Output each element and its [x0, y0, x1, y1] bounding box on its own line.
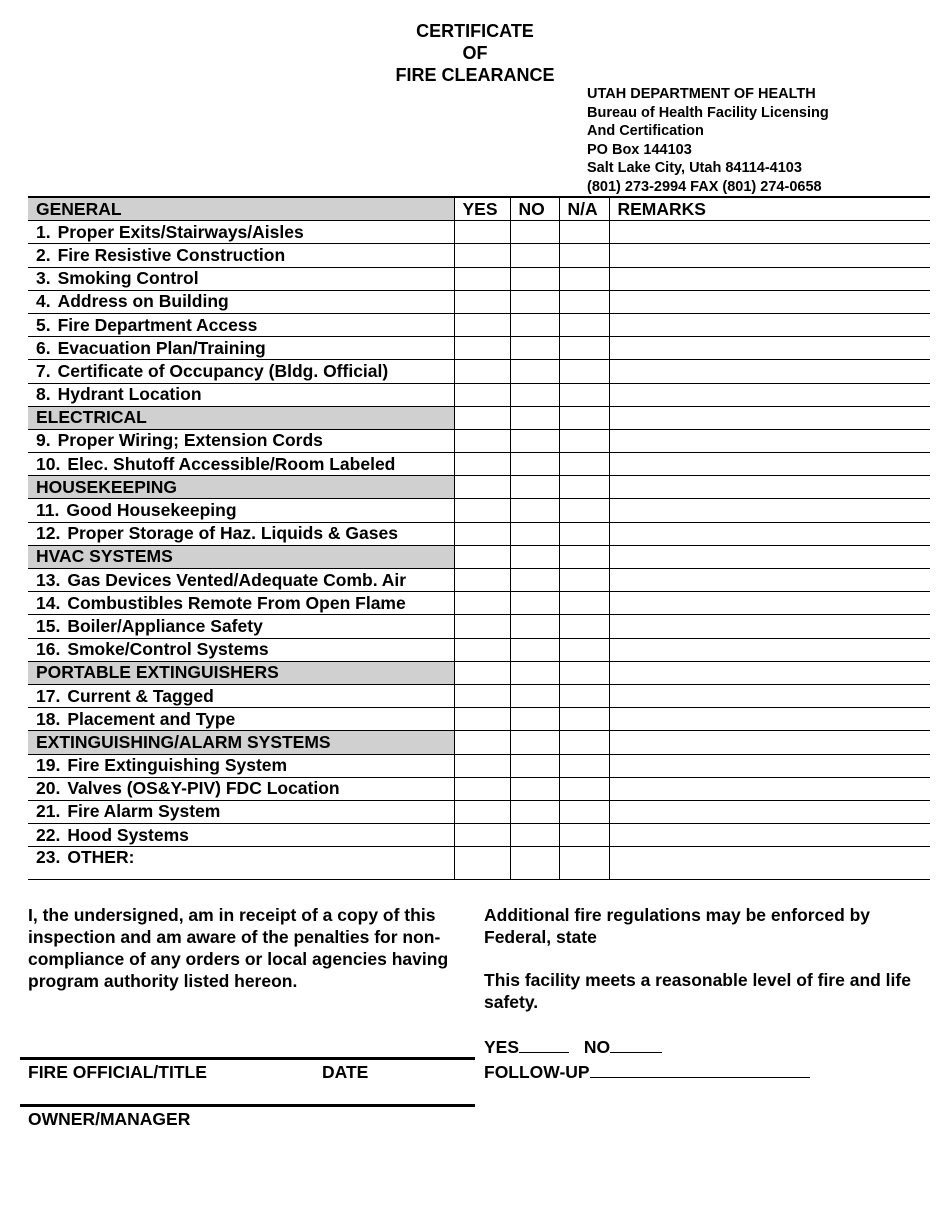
- yes-cell: [454, 476, 510, 499]
- no-cell[interactable]: [510, 847, 559, 880]
- yes-cell: [454, 661, 510, 684]
- item-text: Current & Tagged: [67, 685, 214, 706]
- item-label: [28, 221, 454, 244]
- na-cell: [559, 661, 609, 684]
- fire-official-signature-line[interactable]: [20, 1057, 475, 1060]
- checklist-row: [28, 383, 930, 406]
- no-cell[interactable]: [510, 244, 559, 267]
- na-cell[interactable]: [559, 383, 609, 406]
- item-number: 21.: [36, 801, 61, 822]
- yes-cell[interactable]: [454, 383, 510, 406]
- item-text: Fire Resistive Construction: [57, 244, 286, 265]
- section-row: [28, 406, 930, 429]
- yes-label: YES: [484, 1037, 520, 1057]
- yes-cell[interactable]: [454, 522, 510, 545]
- remarks-cell[interactable]: [609, 777, 930, 800]
- remarks-cell: [609, 545, 930, 568]
- checklist-row: [28, 754, 930, 777]
- yes-cell[interactable]: [454, 267, 510, 290]
- meets-yes-no: [484, 1036, 662, 1058]
- yes-cell[interactable]: [454, 244, 510, 267]
- item-text: Hydrant Location: [57, 384, 202, 405]
- na-cell[interactable]: [559, 337, 609, 360]
- remarks-cell[interactable]: [609, 360, 930, 383]
- no-cell[interactable]: [510, 290, 559, 313]
- item-text: Gas Devices Vented/Adequate Comb. Air: [67, 569, 407, 590]
- agency-pobox: PO Box 144103: [587, 141, 692, 158]
- checklist-row: [28, 522, 930, 545]
- item-label: [28, 824, 454, 847]
- no-cell[interactable]: [510, 522, 559, 545]
- item-number: 23.: [36, 847, 61, 868]
- item-text: Certificate of Occupancy (Bldg. Official): [57, 360, 389, 381]
- item-text: Proper Wiring; Extension Cords: [57, 430, 323, 451]
- na-cell[interactable]: [559, 360, 609, 383]
- no-cell[interactable]: [510, 499, 559, 522]
- checklist-row: [28, 708, 930, 731]
- section-row: [28, 661, 930, 684]
- remarks-cell[interactable]: [609, 313, 930, 336]
- item-label: [28, 777, 454, 800]
- yes-cell[interactable]: [454, 453, 510, 476]
- item-number: 10.: [36, 453, 61, 474]
- agency-bureau: Bureau of Health Facility Licensing: [587, 104, 829, 121]
- checklist-row: [28, 800, 930, 823]
- item-text: Good Housekeeping: [66, 500, 237, 521]
- checklist-row: [28, 777, 930, 800]
- item-text: Address on Building: [57, 291, 229, 312]
- item-label: [28, 615, 454, 638]
- no-cell[interactable]: [510, 824, 559, 847]
- na-cell[interactable]: [559, 824, 609, 847]
- item-label: [28, 638, 454, 661]
- na-cell[interactable]: [559, 267, 609, 290]
- item-number: 8.: [36, 384, 51, 405]
- no-cell[interactable]: [510, 429, 559, 452]
- na-cell[interactable]: [559, 453, 609, 476]
- no-cell[interactable]: [510, 267, 559, 290]
- item-label: [28, 383, 454, 406]
- item-label: [28, 313, 454, 336]
- item-label: [28, 684, 454, 707]
- no-cell[interactable]: [510, 754, 559, 777]
- column-header-na: N/A: [559, 197, 609, 221]
- na-cell[interactable]: [559, 684, 609, 707]
- section-heading: PORTABLE EXTINGUISHERS: [28, 661, 454, 684]
- title-line-2: OF: [462, 43, 488, 63]
- item-label: [28, 499, 454, 522]
- item-text: Proper Storage of Haz. Liquids & Gases: [67, 523, 398, 544]
- section-row: [28, 545, 930, 568]
- section-row: [28, 476, 930, 499]
- item-text: Elec. Shutoff Accessible/Room Labeled: [67, 453, 396, 474]
- yes-blank[interactable]: [519, 1036, 569, 1053]
- item-label: [28, 847, 454, 880]
- remarks-cell[interactable]: [609, 824, 930, 847]
- no-cell: [510, 406, 559, 429]
- follow-up: [484, 1061, 810, 1083]
- yes-cell[interactable]: [454, 847, 510, 880]
- yes-cell[interactable]: [454, 592, 510, 615]
- item-text: OTHER:: [67, 847, 135, 868]
- item-label: [28, 453, 454, 476]
- no-cell[interactable]: [510, 592, 559, 615]
- item-number: 11.: [36, 500, 60, 521]
- item-number: 19.: [36, 755, 61, 776]
- yes-cell[interactable]: [454, 824, 510, 847]
- remarks-cell[interactable]: [609, 800, 930, 823]
- item-label: [28, 754, 454, 777]
- na-cell[interactable]: [559, 638, 609, 661]
- no-cell: [510, 476, 559, 499]
- item-text: Combustibles Remote From Open Flame: [67, 592, 406, 613]
- yes-cell[interactable]: [454, 777, 510, 800]
- yes-cell: [454, 545, 510, 568]
- item-text: Boiler/Appliance Safety: [67, 615, 263, 636]
- item-number: 16.: [36, 639, 61, 660]
- na-cell[interactable]: [559, 777, 609, 800]
- item-number: 3.: [36, 268, 51, 289]
- yes-cell[interactable]: [454, 313, 510, 336]
- yes-cell[interactable]: [454, 499, 510, 522]
- yes-cell[interactable]: [454, 754, 510, 777]
- remarks-cell[interactable]: [609, 429, 930, 452]
- item-text: Proper Exits/Stairways/Aisles: [57, 221, 304, 242]
- section-heading: HOUSEKEEPING: [28, 476, 454, 499]
- remarks-cell[interactable]: [609, 453, 930, 476]
- additional-regulations: Additional fire regulations may be enforced by Federal, state: [484, 905, 871, 947]
- no-cell[interactable]: [510, 383, 559, 406]
- checklist-row: [28, 313, 930, 336]
- na-cell[interactable]: [559, 244, 609, 267]
- checklist-header: [28, 197, 930, 221]
- no-cell[interactable]: [510, 360, 559, 383]
- item-number: 2.: [36, 244, 51, 265]
- checklist-row: [28, 615, 930, 638]
- item-label: [28, 429, 454, 452]
- no-cell: [510, 545, 559, 568]
- remarks-cell[interactable]: [609, 638, 930, 661]
- yes-cell[interactable]: [454, 569, 510, 592]
- na-cell[interactable]: [559, 615, 609, 638]
- na-cell[interactable]: [559, 800, 609, 823]
- agency-city: Salt Lake City, Utah 84114-4103: [587, 160, 802, 177]
- checklist-row: [28, 337, 930, 360]
- remarks-cell[interactable]: [609, 592, 930, 615]
- fire-official-label: FIRE OFFICIAL/TITLE: [28, 1062, 207, 1082]
- remarks-cell[interactable]: [609, 221, 930, 244]
- agency-address: [587, 85, 829, 197]
- checklist-row: [28, 824, 930, 847]
- item-number: 12.: [36, 523, 61, 544]
- yes-cell[interactable]: [454, 708, 510, 731]
- yes-cell[interactable]: [454, 290, 510, 313]
- checklist-row: [28, 290, 930, 313]
- section-heading: HVAC SYSTEMS: [28, 545, 454, 568]
- yes-cell[interactable]: [454, 684, 510, 707]
- item-text: Valves (OS&Y-PIV) FDC Location: [67, 778, 340, 799]
- yes-cell[interactable]: [454, 221, 510, 244]
- item-number: 15.: [36, 615, 61, 636]
- remarks-cell: [609, 476, 930, 499]
- item-text: Smoking Control: [57, 268, 199, 289]
- section-heading: EXTINGUISHING/ALARM SYSTEMS: [28, 731, 454, 754]
- remarks-cell[interactable]: [609, 337, 930, 360]
- no-cell[interactable]: [510, 684, 559, 707]
- remarks-cell[interactable]: [609, 569, 930, 592]
- checklist-row: [28, 244, 930, 267]
- checklist-row: [28, 429, 930, 452]
- title-line-1: CERTIFICATE: [416, 21, 534, 41]
- item-label: [28, 522, 454, 545]
- item-number: 1.: [36, 221, 51, 242]
- no-cell[interactable]: [510, 615, 559, 638]
- checklist-row: [28, 684, 930, 707]
- yes-cell[interactable]: [454, 615, 510, 638]
- item-number: 6.: [36, 337, 51, 358]
- no-cell[interactable]: [510, 777, 559, 800]
- item-label: [28, 800, 454, 823]
- item-label: [28, 360, 454, 383]
- form-title: [0, 20, 950, 86]
- item-label: [28, 592, 454, 615]
- na-cell[interactable]: [559, 290, 609, 313]
- na-cell[interactable]: [559, 522, 609, 545]
- section-heading: ELECTRICAL: [28, 406, 454, 429]
- meets-safety-statement: This facility meets a reasonable level of fire and life safety.: [484, 970, 911, 1012]
- receipt-statement: I, the undersigned, am in receipt of a copy of this inspection and am aware of the penalties for non-compliance of any orders or local agencies having program authority listed hereon.: [28, 905, 449, 991]
- agency-bureau-2: And Certification: [587, 123, 704, 140]
- remarks-cell[interactable]: [609, 847, 930, 880]
- na-cell[interactable]: [559, 221, 609, 244]
- item-number: 22.: [36, 824, 61, 845]
- checklist-row: [28, 592, 930, 615]
- item-label: [28, 708, 454, 731]
- no-cell: [510, 661, 559, 684]
- item-number: 18.: [36, 708, 61, 729]
- item-label: [28, 569, 454, 592]
- na-cell: [559, 476, 609, 499]
- checklist-row: [28, 267, 930, 290]
- remarks-cell[interactable]: [609, 244, 930, 267]
- no-cell[interactable]: [510, 569, 559, 592]
- na-cell: [559, 545, 609, 568]
- yes-cell[interactable]: [454, 638, 510, 661]
- remarks-cell[interactable]: [609, 684, 930, 707]
- inspection-checklist: [28, 196, 930, 880]
- remarks-cell[interactable]: [609, 267, 930, 290]
- item-text: Hood Systems: [67, 824, 189, 845]
- checklist-row: [28, 499, 930, 522]
- remarks-cell[interactable]: [609, 290, 930, 313]
- checklist-row: [28, 638, 930, 661]
- section-row: [28, 731, 930, 754]
- checklist-row: [28, 569, 930, 592]
- item-number: 4.: [36, 291, 51, 312]
- item-number: 7.: [36, 360, 51, 381]
- item-label: [28, 244, 454, 267]
- no-cell[interactable]: [510, 313, 559, 336]
- follow-up-label: FOLLOW-UP: [484, 1062, 590, 1082]
- item-number: 14.: [36, 592, 61, 613]
- remarks-cell[interactable]: [609, 754, 930, 777]
- no-cell[interactable]: [510, 453, 559, 476]
- remarks-cell[interactable]: [609, 499, 930, 522]
- title-line-3: FIRE CLEARANCE: [395, 65, 555, 85]
- yes-cell[interactable]: [454, 337, 510, 360]
- na-cell[interactable]: [559, 847, 609, 880]
- remarks-cell[interactable]: [609, 708, 930, 731]
- item-text: Smoke/Control Systems: [67, 639, 269, 660]
- remarks-cell[interactable]: [609, 383, 930, 406]
- column-header-no: NO: [510, 197, 559, 221]
- no-cell[interactable]: [510, 221, 559, 244]
- date-label: DATE: [322, 1062, 369, 1082]
- checklist-row: [28, 453, 930, 476]
- no-cell[interactable]: [510, 708, 559, 731]
- na-cell: [559, 731, 609, 754]
- item-text: Placement and Type: [67, 708, 236, 729]
- na-cell[interactable]: [559, 708, 609, 731]
- na-cell[interactable]: [559, 569, 609, 592]
- yes-cell[interactable]: [454, 800, 510, 823]
- no-cell[interactable]: [510, 800, 559, 823]
- no-blank[interactable]: [610, 1036, 662, 1053]
- checklist-row: [28, 221, 930, 244]
- remarks-cell[interactable]: [609, 615, 930, 638]
- na-cell[interactable]: [559, 592, 609, 615]
- owner-signature-line[interactable]: [20, 1104, 475, 1107]
- item-label: [28, 267, 454, 290]
- item-text: Fire Extinguishing System: [67, 755, 288, 776]
- column-header-yes: YES: [454, 197, 510, 221]
- checklist-row: [28, 847, 930, 880]
- item-number: 5.: [36, 314, 51, 335]
- checklist-row: [28, 360, 930, 383]
- agency-phone: (801) 273-2994 FAX (801) 274-0658: [587, 178, 822, 195]
- na-cell[interactable]: [559, 754, 609, 777]
- yes-cell[interactable]: [454, 360, 510, 383]
- item-text: Fire Alarm System: [67, 801, 221, 822]
- owner-manager-label: OWNER/MANAGER: [28, 1109, 191, 1129]
- no-label: NO: [583, 1037, 611, 1057]
- no-cell[interactable]: [510, 638, 559, 661]
- remarks-cell: [609, 406, 930, 429]
- item-text: Fire Department Access: [57, 314, 258, 335]
- item-text: Evacuation Plan/Training: [57, 337, 266, 358]
- item-label: [28, 290, 454, 313]
- na-cell[interactable]: [559, 313, 609, 336]
- yes-cell: [454, 406, 510, 429]
- column-header-remarks: REMARKS: [609, 197, 930, 221]
- remarks-cell: [609, 731, 930, 754]
- item-number: 9.: [36, 430, 51, 451]
- remarks-cell: [609, 661, 930, 684]
- follow-up-blank[interactable]: [590, 1061, 810, 1078]
- no-cell: [510, 731, 559, 754]
- na-cell: [559, 406, 609, 429]
- item-number: 20.: [36, 778, 61, 799]
- yes-cell: [454, 731, 510, 754]
- agency-name: UTAH DEPARTMENT OF HEALTH: [587, 86, 816, 102]
- no-cell[interactable]: [510, 337, 559, 360]
- remarks-cell[interactable]: [609, 522, 930, 545]
- item-number: 17.: [36, 685, 61, 706]
- yes-cell[interactable]: [454, 429, 510, 452]
- item-label: [28, 337, 454, 360]
- na-cell[interactable]: [559, 499, 609, 522]
- item-number: 13.: [36, 569, 61, 590]
- column-header-general: GENERAL: [28, 197, 454, 221]
- na-cell[interactable]: [559, 429, 609, 452]
